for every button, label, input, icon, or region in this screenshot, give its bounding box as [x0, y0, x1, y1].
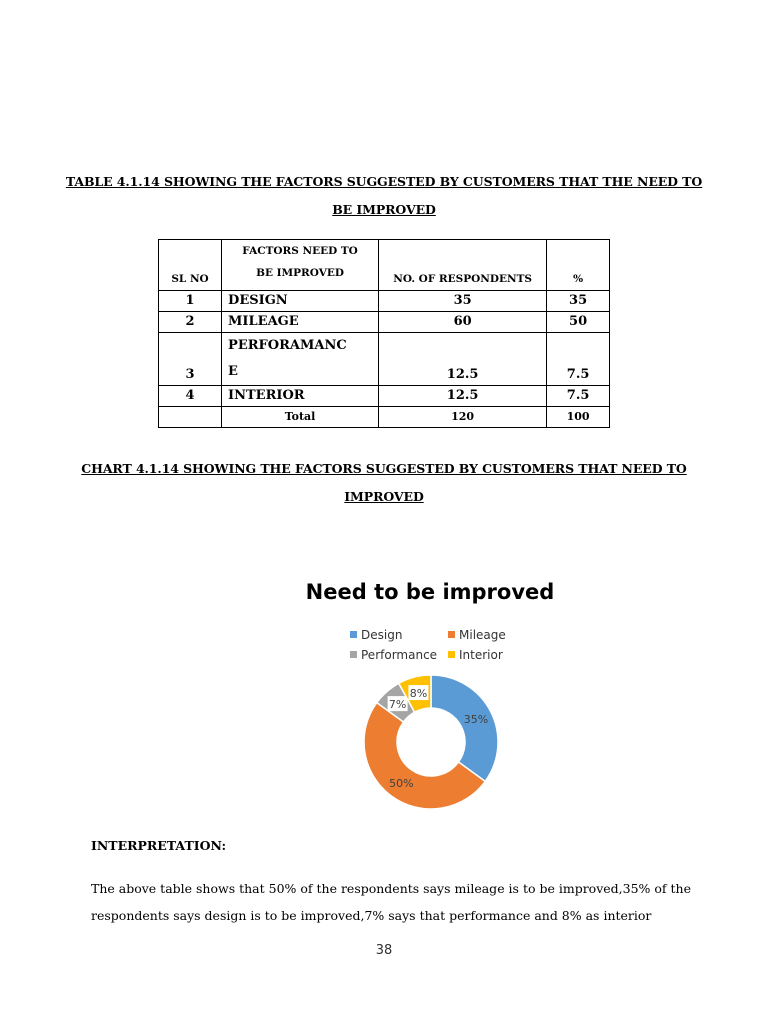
- row-factor: DESIGN: [222, 291, 379, 312]
- total-respondents: 120: [379, 407, 547, 428]
- legend-item-design: [350, 628, 402, 642]
- factors-table: [158, 239, 610, 428]
- row-percent: 35: [547, 291, 610, 312]
- row-sl: 1: [159, 291, 222, 312]
- table-row: [159, 386, 610, 407]
- table-row: [159, 312, 610, 333]
- legend-label: Design: [361, 628, 403, 642]
- interpretation-label: INTERPRETATION:: [91, 838, 227, 853]
- legend-item-performance: [350, 648, 437, 662]
- row-sl: 3: [159, 333, 222, 386]
- row-respondents: 12.5: [379, 333, 547, 386]
- data-label-design: 35%: [463, 713, 489, 727]
- header-sl-no: SL NO: [159, 240, 222, 291]
- header-factors: [222, 240, 379, 291]
- legend-label: Interior: [459, 648, 503, 662]
- legend-item-interior: [448, 648, 503, 662]
- row-factor: [222, 333, 379, 386]
- header-factors-line1: FACTORS NEED TO: [242, 245, 358, 257]
- row-percent: 7.5: [547, 386, 610, 407]
- table-row: [159, 291, 610, 312]
- legend-label: Mileage: [459, 628, 506, 642]
- total-label: Total: [222, 407, 379, 428]
- table-total-row: [159, 407, 610, 428]
- row-respondents: 35: [379, 291, 547, 312]
- data-label-performance: 7%: [388, 698, 407, 712]
- legend-swatch: [448, 631, 455, 638]
- page-number: 38: [375, 943, 393, 958]
- table-header-row: [159, 240, 610, 291]
- table-title: TABLE 4.1.14 SHOWING THE FACTORS SUGGESTED BY CUSTOMERS THAT THE NEED TO BE IMPROVED: [65, 174, 703, 217]
- legend-swatch: [448, 651, 455, 658]
- header-percent: %: [547, 240, 610, 291]
- chart-title: Need to be improved: [305, 580, 555, 604]
- row-percent: 7.5: [547, 333, 610, 386]
- row-factor-line2: E: [228, 364, 238, 379]
- donut-chart: [356, 667, 506, 817]
- header-respondents: NO. OF RESPONDENTS: [379, 240, 547, 291]
- legend-item-mileage: [448, 628, 506, 642]
- legend-swatch: [350, 651, 357, 658]
- data-label-interior: 8%: [409, 687, 428, 701]
- legend-swatch: [350, 631, 357, 638]
- data-label-mileage: 50%: [389, 776, 414, 790]
- row-respondents: 60: [379, 312, 547, 333]
- row-factor-line1: PERFORAMANC: [228, 338, 347, 353]
- row-respondents: 12.5: [379, 386, 547, 407]
- legend-label: Performance: [361, 648, 438, 662]
- row-sl: 4: [159, 386, 222, 407]
- total-percent: 100: [547, 407, 610, 428]
- interpretation-text: The above table shows that 50% of the respondents says mileage is to be improved,35% of the respondents says design is to be improved,7% says that performance and 8% as interior: [91, 881, 691, 923]
- total-empty-cell: [159, 407, 222, 428]
- header-factors-line2: BE IMPROVED: [256, 267, 344, 279]
- row-factor: INTERIOR: [222, 386, 379, 407]
- row-percent: 50: [547, 312, 610, 333]
- table-row: [159, 333, 610, 386]
- row-factor: MILEAGE: [222, 312, 379, 333]
- chart-caption: CHART 4.1.14 SHOWING THE FACTORS SUGGESTED BY CUSTOMERS THAT NEED TO IMPROVED: [81, 461, 687, 504]
- row-sl: 2: [159, 312, 222, 333]
